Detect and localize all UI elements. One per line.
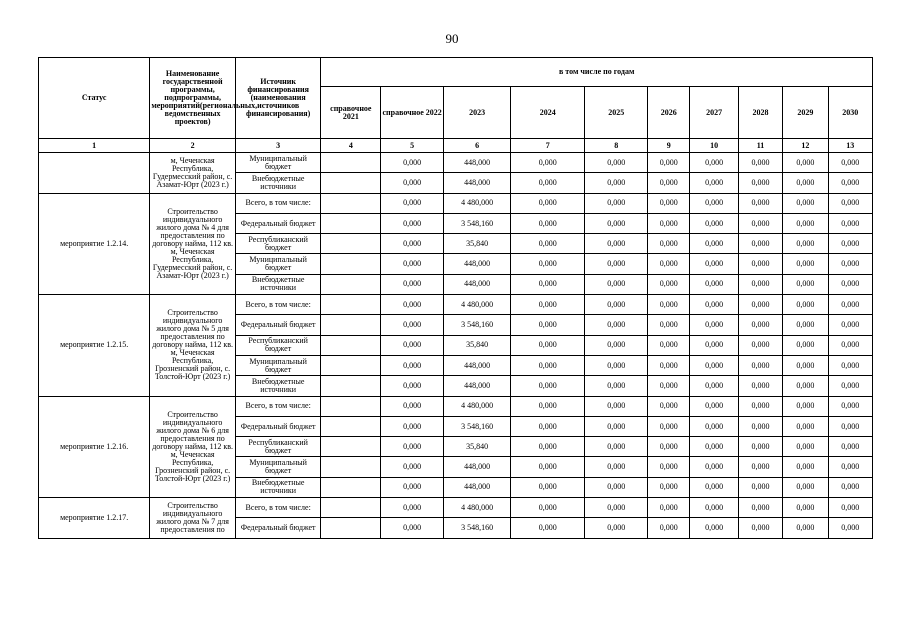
funding-source-cell: Внебюджетные источники (235, 274, 321, 294)
amount-cell: 0,000 (828, 234, 872, 254)
amount-cell: 0,000 (585, 477, 648, 497)
amount-cell: 0,000 (783, 173, 828, 193)
amount-cell: 0,000 (648, 274, 690, 294)
amount-cell: 0,000 (783, 213, 828, 233)
amount-cell: 0,000 (690, 498, 738, 518)
amount-cell: 0,000 (585, 518, 648, 538)
amount-cell: 0,000 (648, 416, 690, 436)
amount-cell: 0,000 (828, 457, 872, 477)
amount-cell: 0,000 (783, 518, 828, 538)
amount-cell: 0,000 (511, 457, 585, 477)
amount-cell: 0,000 (690, 355, 738, 375)
amount-cell: 448,000 (444, 254, 511, 274)
amount-cell: 448,000 (444, 173, 511, 193)
amount-cell: 448,000 (444, 153, 511, 173)
amount-cell: 0,000 (738, 213, 782, 233)
header-year: 2028 (738, 87, 782, 139)
header-year: 2023 (444, 87, 511, 139)
column-number: 11 (738, 139, 782, 153)
column-number: 12 (783, 139, 828, 153)
amount-cell: 0,000 (828, 437, 872, 457)
amount-cell: 0,000 (828, 416, 872, 436)
amount-cell: 0,000 (690, 274, 738, 294)
amount-cell: 448,000 (444, 457, 511, 477)
funding-source-cell: Муниципальный бюджет (235, 355, 321, 375)
amount-cell: 0,000 (648, 234, 690, 254)
amount-cell: 0,000 (585, 335, 648, 355)
amount-cell: 0,000 (690, 193, 738, 213)
amount-cell: 0,000 (381, 396, 444, 416)
amount-cell: 0,000 (511, 498, 585, 518)
amount-cell (321, 295, 381, 315)
status-cell: мероприятие 1.2.16. (39, 396, 150, 497)
amount-cell: 0,000 (783, 437, 828, 457)
table-body (39, 153, 873, 539)
amount-cell: 0,000 (381, 254, 444, 274)
amount-cell: 0,000 (783, 355, 828, 375)
amount-cell: 0,000 (828, 477, 872, 497)
header-year: 2025 (585, 87, 648, 139)
amount-cell: 0,000 (511, 213, 585, 233)
amount-cell (321, 173, 381, 193)
amount-cell: 0,000 (690, 234, 738, 254)
column-number: 13 (828, 139, 872, 153)
amount-cell: 0,000 (511, 376, 585, 396)
amount-cell: 0,000 (690, 396, 738, 416)
header-source: Источник финансирования (наименования источников финансирования) (235, 58, 321, 139)
amount-cell: 0,000 (690, 457, 738, 477)
funding-source-cell: Федеральный бюджет (235, 416, 321, 436)
amount-cell (321, 315, 381, 335)
amount-cell: 0,000 (648, 437, 690, 457)
amount-cell (321, 376, 381, 396)
amount-cell: 0,000 (381, 437, 444, 457)
amount-cell: 0,000 (828, 335, 872, 355)
amount-cell: 0,000 (828, 193, 872, 213)
page-number: 90 (445, 31, 459, 46)
amount-cell: 0,000 (648, 254, 690, 274)
amount-cell: 0,000 (381, 477, 444, 497)
amount-cell: 0,000 (783, 498, 828, 518)
amount-cell: 0,000 (783, 477, 828, 497)
amount-cell: 0,000 (690, 295, 738, 315)
amount-cell: 0,000 (585, 437, 648, 457)
funding-source-cell: Республиканский бюджет (235, 437, 321, 457)
amount-cell: 0,000 (511, 355, 585, 375)
amount-cell: 0,000 (381, 376, 444, 396)
amount-cell: 0,000 (783, 234, 828, 254)
amount-cell: 4 480,000 (444, 498, 511, 518)
header-years-group: в том числе по годам (321, 58, 873, 87)
status-cell: мероприятие 1.2.17. (39, 498, 150, 539)
amount-cell: 0,000 (511, 396, 585, 416)
header-year: 2026 (648, 87, 690, 139)
header-name: Наименование государственной программы, подпрограммы, мероприятий(региональных, ведомственных проектов) (150, 58, 236, 139)
amount-cell: 0,000 (738, 376, 782, 396)
activity-name-cell: Строительство индивидуального жилого дома № 6 для предоставления по договору найма, 112 кв. м, Чеченская Республика, Грозненский район, с. Толстой-Юрт (2023 г.) (150, 396, 236, 497)
amount-cell: 0,000 (738, 193, 782, 213)
amount-cell: 0,000 (690, 335, 738, 355)
table-header (39, 58, 873, 153)
funding-source-cell: Федеральный бюджет (235, 518, 321, 538)
amount-cell: 0,000 (648, 457, 690, 477)
amount-cell: 0,000 (738, 234, 782, 254)
amount-cell: 0,000 (690, 315, 738, 335)
amount-cell (321, 416, 381, 436)
amount-cell: 0,000 (690, 477, 738, 497)
table-row (39, 396, 873, 416)
amount-cell: 0,000 (511, 153, 585, 173)
amount-cell: 0,000 (738, 477, 782, 497)
amount-cell: 0,000 (738, 457, 782, 477)
header-year: 2029 (783, 87, 828, 139)
amount-cell: 0,000 (648, 213, 690, 233)
amount-cell: 0,000 (783, 274, 828, 294)
amount-cell: 0,000 (648, 295, 690, 315)
amount-cell: 3 548,160 (444, 315, 511, 335)
amount-cell: 0,000 (585, 254, 648, 274)
amount-cell: 0,000 (738, 153, 782, 173)
amount-cell: 0,000 (381, 355, 444, 375)
amount-cell: 0,000 (381, 335, 444, 355)
amount-cell: 0,000 (783, 315, 828, 335)
column-number: 7 (511, 139, 585, 153)
amount-cell: 0,000 (738, 396, 782, 416)
amount-cell: 0,000 (828, 376, 872, 396)
amount-cell: 0,000 (511, 437, 585, 457)
amount-cell (321, 457, 381, 477)
column-number: 10 (690, 139, 738, 153)
amount-cell: 0,000 (828, 396, 872, 416)
amount-cell: 0,000 (783, 376, 828, 396)
amount-cell: 0,000 (511, 254, 585, 274)
table-row (39, 295, 873, 315)
column-number: 3 (235, 139, 321, 153)
amount-cell (321, 437, 381, 457)
table-row (39, 193, 873, 213)
funding-source-cell: Федеральный бюджет (235, 213, 321, 233)
funding-source-cell: Всего, в том числе: (235, 498, 321, 518)
amount-cell: 0,000 (585, 213, 648, 233)
amount-cell: 0,000 (585, 274, 648, 294)
amount-cell: 448,000 (444, 274, 511, 294)
column-number: 9 (648, 139, 690, 153)
amount-cell: 0,000 (738, 437, 782, 457)
amount-cell: 0,000 (381, 173, 444, 193)
column-number: 4 (321, 139, 381, 153)
amount-cell: 0,000 (738, 254, 782, 274)
amount-cell: 0,000 (690, 416, 738, 436)
amount-cell: 448,000 (444, 355, 511, 375)
amount-cell: 3 548,160 (444, 518, 511, 538)
funding-source-cell: Муниципальный бюджет (235, 153, 321, 173)
amount-cell: 0,000 (828, 498, 872, 518)
amount-cell: 0,000 (690, 213, 738, 233)
column-number: 2 (150, 139, 236, 153)
funding-source-cell: Муниципальный бюджет (235, 254, 321, 274)
amount-cell: 0,000 (381, 153, 444, 173)
funding-source-cell: Всего, в том числе: (235, 193, 321, 213)
amount-cell: 0,000 (381, 315, 444, 335)
amount-cell: 0,000 (511, 518, 585, 538)
amount-cell: 0,000 (381, 213, 444, 233)
header-year: 2024 (511, 87, 585, 139)
amount-cell: 0,000 (783, 295, 828, 315)
amount-cell: 0,000 (511, 173, 585, 193)
amount-cell: 0,000 (381, 416, 444, 436)
amount-cell: 0,000 (381, 518, 444, 538)
amount-cell: 0,000 (585, 457, 648, 477)
amount-cell: 0,000 (783, 335, 828, 355)
amount-cell (321, 355, 381, 375)
amount-cell: 0,000 (783, 416, 828, 436)
header-year: справочное 2022 (381, 87, 444, 139)
amount-cell: 0,000 (783, 153, 828, 173)
amount-cell (321, 335, 381, 355)
activity-name-cell: м, Чеченская Республика, Гудермесский район, с. Азамат-Юрт (2023 г.) (150, 153, 236, 194)
funding-source-cell: Всего, в том числе: (235, 295, 321, 315)
column-number: 8 (585, 139, 648, 153)
amount-cell: 0,000 (690, 173, 738, 193)
amount-cell: 0,000 (585, 153, 648, 173)
amount-cell: 0,000 (828, 173, 872, 193)
amount-cell: 3 548,160 (444, 416, 511, 436)
amount-cell: 0,000 (511, 295, 585, 315)
amount-cell: 0,000 (648, 498, 690, 518)
amount-cell: 0,000 (783, 193, 828, 213)
amount-cell: 0,000 (648, 355, 690, 375)
amount-cell: 0,000 (648, 153, 690, 173)
amount-cell: 0,000 (381, 234, 444, 254)
amount-cell: 0,000 (828, 213, 872, 233)
amount-cell: 0,000 (585, 295, 648, 315)
table-row (39, 153, 873, 173)
amount-cell: 0,000 (783, 254, 828, 274)
table-row (39, 498, 873, 518)
header-year: справочное 2021 (321, 87, 381, 139)
amount-cell (321, 518, 381, 538)
amount-cell: 0,000 (648, 315, 690, 335)
amount-cell: 0,000 (828, 254, 872, 274)
column-number: 6 (444, 139, 511, 153)
amount-cell: 0,000 (648, 376, 690, 396)
amount-cell: 0,000 (738, 355, 782, 375)
amount-cell: 0,000 (783, 396, 828, 416)
column-number: 5 (381, 139, 444, 153)
amount-cell: 0,000 (585, 315, 648, 335)
amount-cell: 0,000 (511, 315, 585, 335)
funding-source-cell: Всего, в том числе: (235, 396, 321, 416)
activity-name-cell: Строительство индивидуального жилого дома № 5 для предоставления по договору найма, 112 кв. м, Чеченская Республика, Грозненский район, с. Толстой-Юрт (2023 г.) (150, 295, 236, 396)
amount-cell: 0,000 (381, 498, 444, 518)
funding-source-cell: Муниципальный бюджет (235, 457, 321, 477)
amount-cell: 4 480,000 (444, 295, 511, 315)
amount-cell: 0,000 (511, 335, 585, 355)
amount-cell: 0,000 (828, 274, 872, 294)
amount-cell: 0,000 (690, 437, 738, 457)
amount-cell: 0,000 (585, 498, 648, 518)
funding-source-cell: Республиканский бюджет (235, 234, 321, 254)
status-cell (39, 153, 150, 194)
amount-cell: 0,000 (690, 518, 738, 538)
amount-cell: 0,000 (585, 173, 648, 193)
amount-cell (321, 477, 381, 497)
amount-cell: 448,000 (444, 376, 511, 396)
activity-name-cell: Строительство индивидуального жилого дома № 4 для предоставления по договору найма, 112 кв. м, Чеченская Республика, Гудермесский район, с. Азамат-Юрт (2023 г.) (150, 193, 236, 294)
amount-cell: 0,000 (828, 295, 872, 315)
funding-source-cell: Внебюджетные источники (235, 173, 321, 193)
amount-cell: 0,000 (585, 355, 648, 375)
amount-cell: 0,000 (648, 518, 690, 538)
header-status: Статус (39, 58, 150, 139)
amount-cell: 0,000 (511, 274, 585, 294)
amount-cell: 0,000 (738, 416, 782, 436)
amount-cell: 0,000 (738, 518, 782, 538)
column-number: 1 (39, 139, 150, 153)
amount-cell (321, 254, 381, 274)
amount-cell: 0,000 (511, 193, 585, 213)
amount-cell (321, 498, 381, 518)
status-cell: мероприятие 1.2.14. (39, 193, 150, 294)
header-year: 2027 (690, 87, 738, 139)
amount-cell: 35,840 (444, 437, 511, 457)
amount-cell: 0,000 (738, 335, 782, 355)
amount-cell: 0,000 (585, 234, 648, 254)
activity-name-cell: Строительство индивидуального жилого дома № 7 для предоставления по (150, 498, 236, 539)
amount-cell: 448,000 (444, 477, 511, 497)
amount-cell: 0,000 (511, 416, 585, 436)
amount-cell: 0,000 (511, 477, 585, 497)
amount-cell: 0,000 (690, 376, 738, 396)
status-cell: мероприятие 1.2.15. (39, 295, 150, 396)
amount-cell: 0,000 (585, 193, 648, 213)
amount-cell: 0,000 (738, 498, 782, 518)
amount-cell: 0,000 (585, 416, 648, 436)
amount-cell: 0,000 (585, 396, 648, 416)
budget-table (38, 57, 873, 539)
amount-cell: 0,000 (828, 153, 872, 173)
amount-cell: 0,000 (381, 295, 444, 315)
header-year: 2030 (828, 87, 872, 139)
amount-cell: 0,000 (828, 315, 872, 335)
amount-cell: 0,000 (690, 153, 738, 173)
funding-source-cell: Федеральный бюджет (235, 315, 321, 335)
amount-cell: 0,000 (381, 274, 444, 294)
amount-cell (321, 193, 381, 213)
amount-cell: 4 480,000 (444, 193, 511, 213)
amount-cell: 4 480,000 (444, 396, 511, 416)
amount-cell: 0,000 (648, 477, 690, 497)
amount-cell: 0,000 (511, 234, 585, 254)
amount-cell: 3 548,160 (444, 213, 511, 233)
funding-source-cell: Внебюджетные источники (235, 477, 321, 497)
amount-cell (321, 153, 381, 173)
amount-cell (321, 213, 381, 233)
amount-cell: 0,000 (648, 173, 690, 193)
amount-cell: 0,000 (738, 173, 782, 193)
amount-cell: 0,000 (738, 274, 782, 294)
amount-cell: 0,000 (648, 193, 690, 213)
amount-cell (321, 274, 381, 294)
amount-cell: 0,000 (738, 315, 782, 335)
funding-source-cell: Внебюджетные источники (235, 376, 321, 396)
funding-source-cell: Республиканский бюджет (235, 335, 321, 355)
amount-cell (321, 234, 381, 254)
amount-cell: 0,000 (648, 396, 690, 416)
amount-cell: 0,000 (585, 376, 648, 396)
amount-cell: 0,000 (828, 518, 872, 538)
amount-cell: 0,000 (381, 457, 444, 477)
amount-cell: 0,000 (648, 335, 690, 355)
amount-cell: 0,000 (738, 295, 782, 315)
amount-cell: 0,000 (690, 254, 738, 274)
amount-cell: 0,000 (381, 193, 444, 213)
amount-cell: 35,840 (444, 234, 511, 254)
amount-cell: 0,000 (828, 355, 872, 375)
amount-cell: 35,840 (444, 335, 511, 355)
amount-cell (321, 396, 381, 416)
amount-cell: 0,000 (783, 457, 828, 477)
